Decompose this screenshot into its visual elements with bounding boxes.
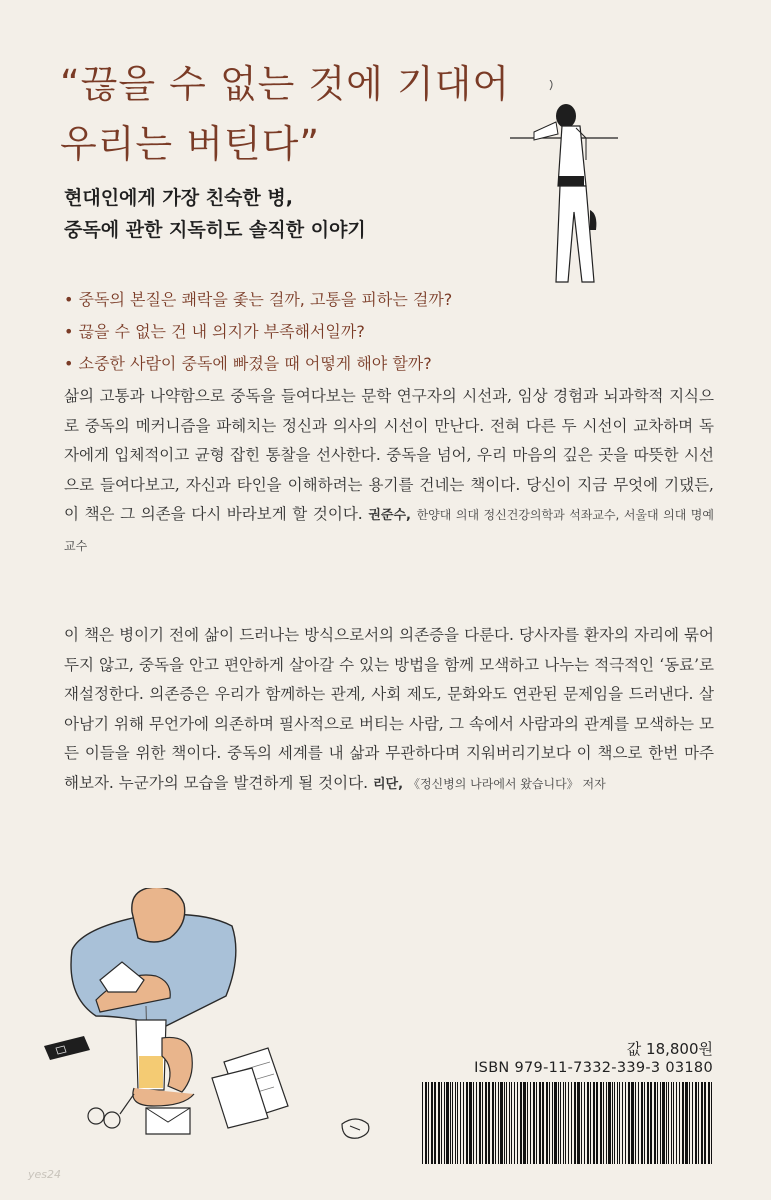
barcode-bar xyxy=(581,1082,582,1164)
watermark: yes24 xyxy=(28,1168,62,1181)
barcode-bar xyxy=(479,1082,481,1164)
barcode-bar xyxy=(530,1082,531,1164)
subhead-line-1: 현대인에게 가장 친숙한 병, xyxy=(64,187,293,209)
barcode-bar xyxy=(617,1082,618,1164)
barcode-bar xyxy=(695,1082,697,1164)
barcode-bar xyxy=(536,1082,537,1164)
barcode-bar xyxy=(422,1082,423,1164)
barcode-bar xyxy=(554,1082,557,1164)
barcode-bar xyxy=(692,1082,693,1164)
barcode-bar xyxy=(514,1082,515,1164)
barcode-bar xyxy=(612,1082,613,1164)
barcode-bar xyxy=(676,1082,677,1164)
review-paragraph-1 xyxy=(64,382,714,561)
barcode-bar xyxy=(542,1082,544,1164)
barcode-bar xyxy=(476,1082,477,1164)
barcode-bar xyxy=(644,1082,645,1164)
barcode-bar xyxy=(563,1082,564,1164)
barcode-bar xyxy=(654,1082,656,1164)
barcode-bar xyxy=(455,1082,456,1164)
barcode-bar xyxy=(622,1082,623,1164)
barcode-bar xyxy=(657,1082,658,1164)
barcode-bar xyxy=(552,1082,553,1164)
barcode-bar xyxy=(520,1082,522,1164)
barcode-bar xyxy=(662,1082,665,1164)
barcode-bar xyxy=(509,1082,510,1164)
subhead-line-2: 중독에 관한 지독히도 솔직한 이야기 xyxy=(64,219,366,241)
barcode-bar xyxy=(685,1082,688,1164)
barcode-bar xyxy=(641,1082,643,1164)
barcode xyxy=(420,1082,716,1164)
barcode-bar xyxy=(466,1082,468,1164)
barcode-bar xyxy=(539,1082,541,1164)
barcode-bar xyxy=(444,1082,445,1164)
barcode-bar xyxy=(431,1082,433,1164)
barcode-bar xyxy=(504,1082,505,1164)
barcode-bar xyxy=(577,1082,580,1164)
barcode-bar xyxy=(457,1082,458,1164)
barcode-bar xyxy=(560,1082,561,1164)
barcode-bar xyxy=(673,1082,674,1164)
review-text: 삶의 고통과 나약함으로 중독을 들여다보는 문학 연구자의 시선과, 임상 경험과 뇌과학적 지식으로 중독의 메커니즘을 파헤치는 정신과 의사의 시선이 만난다. 전혀 다른 두 시선이 교차하며 독자에게 입체적이고 균형 잡힌 통찰을 선사한다. 중독을 넘어, 우리 마음의 깊은 곳을 따뜻한 시선으로 들여다보고, 자신과 타인을 이해하려는 용기를 건네는 책이다. 당신이 지금 무엇에 기댔든, 이 책은 그 의존을 다시 바라보게 할 것이다. xyxy=(64,387,714,523)
barcode-bar xyxy=(425,1082,427,1164)
question-item: • 소중한 사람이 중독에 빠졌을 때 어떻게 해야 할까? xyxy=(64,348,624,380)
barcode-bar xyxy=(452,1082,453,1164)
barcode-bar xyxy=(671,1082,672,1164)
barcode-bar xyxy=(704,1082,706,1164)
question-list xyxy=(64,284,624,380)
barcode-bar xyxy=(701,1082,703,1164)
barcode-bar xyxy=(593,1082,595,1164)
review-author: 권준수, xyxy=(368,508,411,523)
barcode-bar xyxy=(689,1082,690,1164)
barcode-bar xyxy=(500,1082,503,1164)
barcode-bar xyxy=(463,1082,464,1164)
barcode-bar xyxy=(527,1082,528,1164)
barcode-bar xyxy=(647,1082,649,1164)
barcode-bar xyxy=(558,1082,559,1164)
barcode-bar xyxy=(517,1082,518,1164)
headline-line-2: 우리는 버틴다” xyxy=(60,122,321,166)
barcode-bar xyxy=(698,1082,699,1164)
barcode-bar xyxy=(679,1082,680,1164)
barcode-bar xyxy=(482,1082,483,1164)
barcode-bar xyxy=(603,1082,604,1164)
barcode-bar xyxy=(708,1082,710,1164)
barcode-bar xyxy=(568,1082,569,1164)
barcode-bar xyxy=(441,1082,442,1164)
review-affiliation: 한양대 의대 정신건강의학과 석좌교수, 서울대 의대 명예교수 xyxy=(64,508,714,553)
barcode-bar xyxy=(523,1082,526,1164)
leaning-figure-illustration xyxy=(510,80,630,290)
barcode-bar xyxy=(625,1082,626,1164)
barcode-bar xyxy=(549,1082,550,1164)
barcode-bar xyxy=(498,1082,499,1164)
barcode-bar xyxy=(614,1082,615,1164)
barcode-bar xyxy=(619,1082,620,1164)
review-text: 이 책은 병이기 전에 삶이 드러나는 방식으로서의 의존증을 다룬다. 당사자를 환자의 자리에 묶어두지 않고, 중독을 안고 편안하게 살아갈 수 있는 방법을 함께 모색하고 나누는 적극적인 ‘동료’로 재설정한다. 의존증은 우리가 함께하는 관계, 사회 제도, 문화와도 연관된 문제임을 드러낸다. 살아남기 위해 무언가에 의존하며 필사적으로 버티는 사람, 그 속에서 사람과의 관계를 모색하는 모든 이들을 위한 책이다. 중독의 세계를 내 삶과 무관하다며 지워버리기보다 이 책으로 한번 마주해보자. 누군가의 모습을 발견하게 될 것이다. xyxy=(64,626,714,792)
barcode-bar xyxy=(495,1082,496,1164)
barcode-bar xyxy=(469,1082,472,1164)
barcode-bar xyxy=(584,1082,585,1164)
barcode-bar xyxy=(434,1082,436,1164)
barcode-bar xyxy=(660,1082,661,1164)
headline-line-1: “끊을 수 없는 것에 기대어 xyxy=(60,62,511,106)
barcode-bar xyxy=(650,1082,652,1164)
barcode-bar xyxy=(506,1082,507,1164)
barcode-bar xyxy=(492,1082,494,1164)
barcode-bar xyxy=(485,1082,487,1164)
barcode-bar xyxy=(511,1082,512,1164)
price-label: 값 18,800원 xyxy=(626,1040,713,1058)
barcode-bar xyxy=(666,1082,667,1164)
barcode-bar xyxy=(682,1082,684,1164)
review-author: 리단, xyxy=(372,776,404,792)
barcode-bar xyxy=(473,1082,474,1164)
barcode-bar xyxy=(565,1082,566,1164)
barcode-bar xyxy=(546,1082,548,1164)
barcode-bar xyxy=(600,1082,602,1164)
review-affiliation: 《정신병의 나라에서 왔습니다》 저자 xyxy=(407,776,606,791)
barcode-bar xyxy=(606,1082,607,1164)
barcode-bar xyxy=(460,1082,461,1164)
barcode-bar xyxy=(608,1082,611,1164)
question-item: • 중독의 본질은 쾌락을 좇는 걸까, 고통을 피하는 걸까? xyxy=(64,284,624,316)
barcode-bar xyxy=(428,1082,429,1164)
isbn-label: ISBN 979-11-7332-339-3 03180 xyxy=(474,1060,713,1076)
headline xyxy=(60,54,580,174)
barcode-bar xyxy=(590,1082,591,1164)
barcode-bar xyxy=(450,1082,451,1164)
barcode-bar xyxy=(446,1082,449,1164)
barcode-bar xyxy=(596,1082,598,1164)
barcode-bar xyxy=(488,1082,490,1164)
barcode-bar xyxy=(571,1082,572,1164)
barcode-bar xyxy=(631,1082,634,1164)
barcode-bar xyxy=(533,1082,535,1164)
barcode-bar xyxy=(638,1082,639,1164)
pouring-figure-illustration xyxy=(36,888,376,1178)
barcode-bar xyxy=(711,1082,712,1164)
barcode-bar xyxy=(438,1082,440,1164)
barcode-bar xyxy=(635,1082,636,1164)
barcode-bar xyxy=(668,1082,669,1164)
barcode-bar xyxy=(628,1082,630,1164)
barcode-bar xyxy=(574,1082,576,1164)
review-paragraph-2 xyxy=(64,621,714,799)
subheadline xyxy=(64,182,544,246)
question-item: • 끊을 수 없는 건 내 의지가 부족해서일까? xyxy=(64,316,624,348)
barcode-bar xyxy=(587,1082,589,1164)
